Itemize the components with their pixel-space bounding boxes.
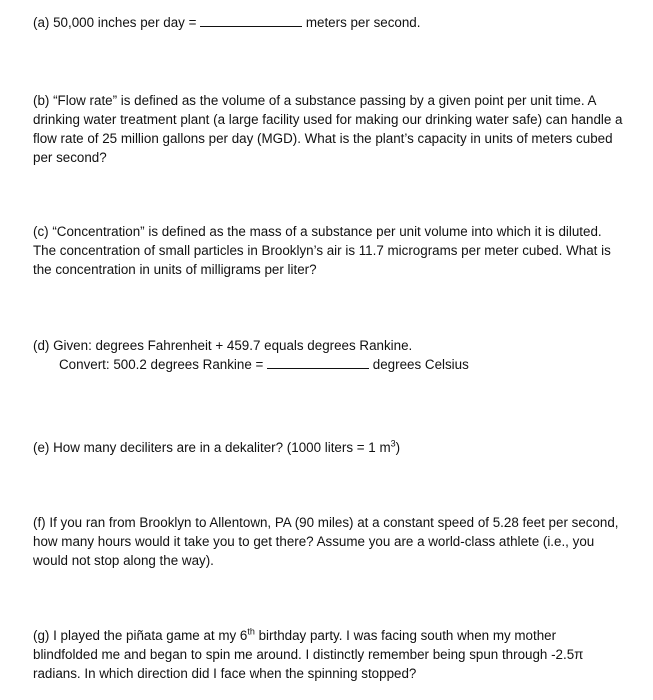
question-a [33, 13, 623, 32]
question-e-suffix: ) [395, 440, 401, 455]
question-g-suffix: birthday party. I was facing south when my mother blindfolded me and began to spin me around. I distinctly remember being spun through -2.5π radians. In which direction did I face when the spinning stopped? [33, 628, 584, 681]
question-a-prefix: (a) 50,000 inches per day = [33, 15, 201, 30]
question-e-prefix: (e) How many deciliters are in a dekaliter? (1000 liters = 1 m [33, 440, 391, 455]
answer-blank-a[interactable] [200, 13, 302, 27]
question-d [33, 336, 623, 374]
question-g-superscript: th [247, 626, 255, 637]
answer-blank-d[interactable] [267, 355, 369, 369]
question-d-convert [33, 355, 623, 374]
question-f: (f) If you ran from Brooklyn to Allentown, PA (90 miles) at a constant speed of 5.28 feet per second, how many hours would it take you to get there? Assume you are a world-class athlete (i.e., you would not stop along the way). [33, 515, 619, 568]
question-c: (c) “Concentration” is defined as the mass of a substance per unit volume into which it is diluted. The concentration of small particles in Brooklyn’s air is 11.7 micrograms per meter cubed. What is the concentration in units of milligrams per liter? [33, 224, 611, 277]
question-d-given: (d) Given: degrees Fahrenheit + 459.7 equals degrees Rankine. [33, 338, 413, 353]
question-g-prefix: (g) I played the piñata game at my 6 [33, 628, 248, 643]
question-e-superscript: 3 [390, 438, 396, 449]
question-g [33, 626, 623, 683]
question-b: (b) “Flow rate” is defined as the volume of a substance passing by a given point per unit time. A drinking water treatment plant (a large facility used for making our drinking water safe) can handle a flow rate of 25 million gallons per day (MGD). What is the plant’s capacity in units of meters cubed per second? [33, 93, 623, 165]
question-a-suffix: meters per second. [302, 15, 421, 30]
question-d-convert-prefix: Convert: 500.2 degrees Rankine = [59, 357, 268, 372]
question-d-convert-suffix: degrees Celsius [369, 357, 469, 372]
question-e [33, 438, 623, 457]
